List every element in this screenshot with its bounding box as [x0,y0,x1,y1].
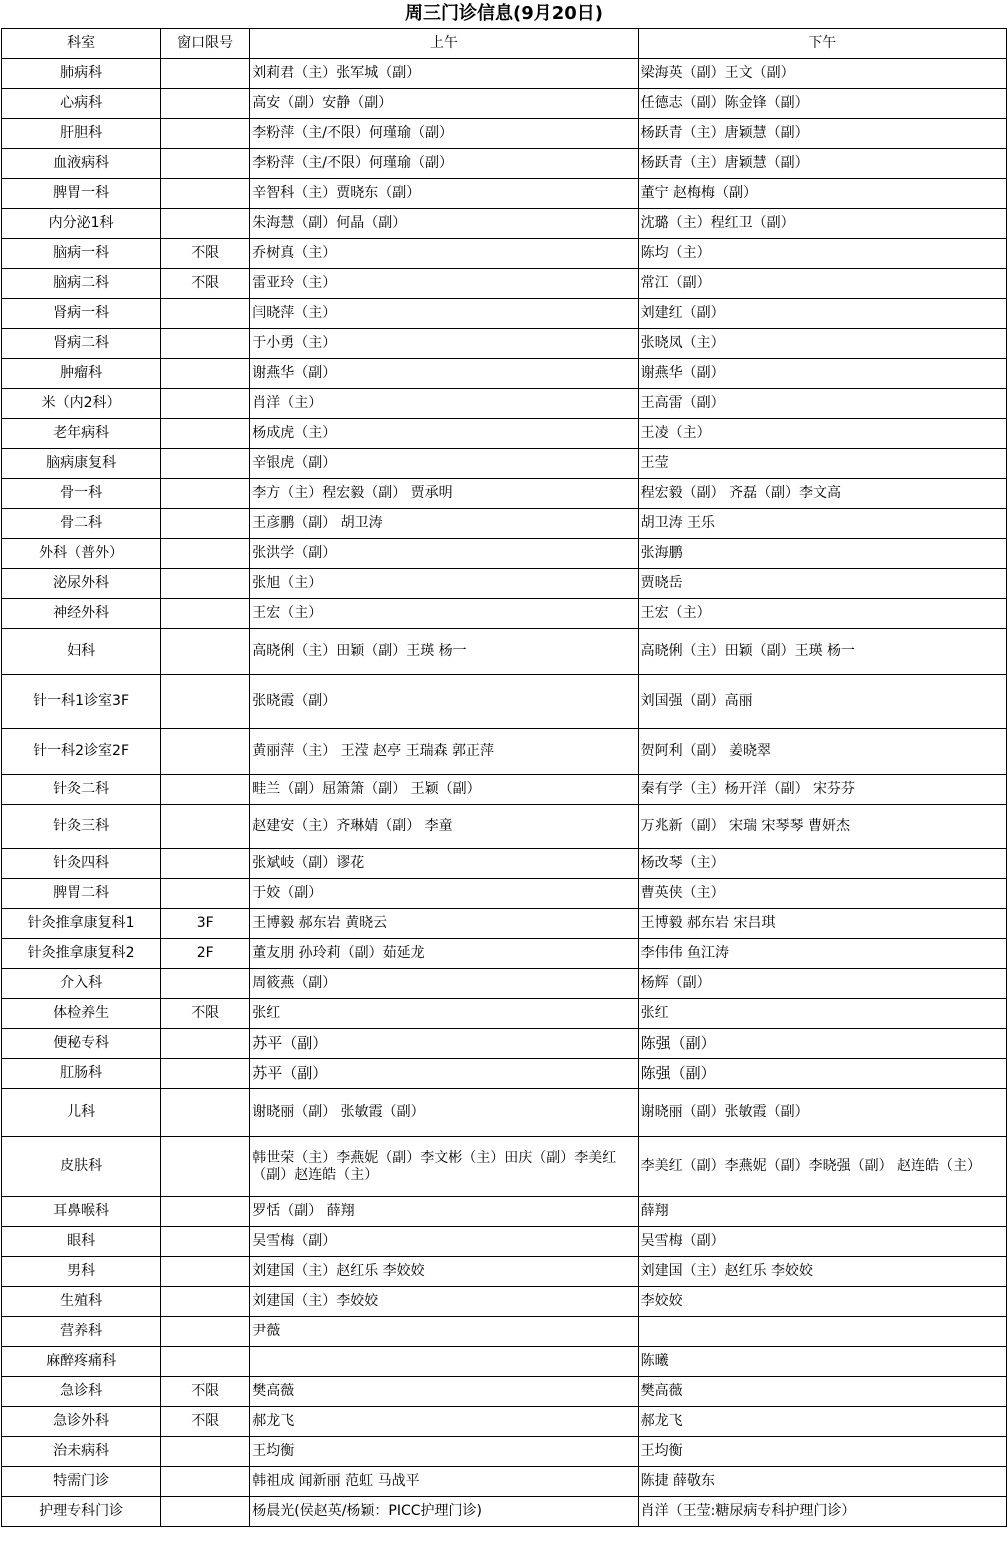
pm-cell: 李姣姣 [638,1287,1006,1317]
limit-cell [161,879,250,909]
limit-cell [161,359,250,389]
dept-cell: 内分泌1科 [2,209,161,239]
pm-cell: 杨跃青（主）唐颖慧（副） [638,149,1006,179]
pm-cell: 郝龙飞 [638,1407,1006,1437]
dept-cell: 便秘专科 [2,1029,161,1059]
am-cell: 苏平（副） [250,1029,638,1059]
limit-cell [161,599,250,629]
am-cell: 韩世荣（主）李燕妮（副）李文彬（主）田庆（副）李美红（副）赵连皓（主） [250,1137,638,1197]
dept-cell: 针一科1诊室3F [2,675,161,729]
pm-cell: 王均衡 [638,1437,1006,1467]
am-cell: 樊高薇 [250,1377,638,1407]
header-row [2,29,1007,59]
limit-cell [161,539,250,569]
dept-cell: 肛肠科 [2,1059,161,1089]
table-row [2,1377,1007,1407]
limit-cell [161,329,250,359]
am-cell: 辛智科（主）贾晓东（副） [250,179,638,209]
pm-cell: 胡卫涛 王乐 [638,509,1006,539]
limit-cell [161,1257,250,1287]
pm-cell: 王凌（主） [638,419,1006,449]
limit-cell [161,389,250,419]
table-row [2,299,1007,329]
limit-cell [161,89,250,119]
header-am: 上午 [250,29,638,59]
am-cell: 张旭（主） [250,569,638,599]
limit-cell [161,805,250,849]
dept-cell: 脾胃二科 [2,879,161,909]
limit-cell [161,1089,250,1137]
am-cell: 杨晨光(侯赵英/杨颖：PICC护理门诊) [250,1497,638,1527]
limit-cell: 不限 [161,1407,250,1437]
pm-cell: 樊高薇 [638,1377,1006,1407]
table-row [2,849,1007,879]
limit-cell [161,1287,250,1317]
table-row [2,805,1007,849]
pm-cell: 杨改琴（主） [638,849,1006,879]
table-row [2,1317,1007,1347]
table-row [2,329,1007,359]
am-cell: 张洪学（副） [250,539,638,569]
limit-cell [161,179,250,209]
dept-cell: 脑病一科 [2,239,161,269]
table-row [2,1407,1007,1437]
am-cell: 李粉萍（主/不限）何瑾瑜（副） [250,119,638,149]
header-dept: 科室 [2,29,161,59]
table-row [2,599,1007,629]
am-cell: 董友朋 孙玲莉（副）茹延龙 [250,939,638,969]
table-row [2,1467,1007,1497]
am-cell: 乔树真（主） [250,239,638,269]
table-row [2,359,1007,389]
dept-cell: 肾病一科 [2,299,161,329]
am-cell: 高安（副）安静（副） [250,89,638,119]
schedule-table [1,28,1007,1527]
dept-cell: 肿瘤科 [2,359,161,389]
limit-cell [161,1197,250,1227]
pm-cell: 刘建国（主）赵红乐 李姣姣 [638,1257,1006,1287]
am-cell: 王均衡 [250,1437,638,1467]
am-cell: 朱海慧（副）何晶（副） [250,209,638,239]
limit-cell [161,299,250,329]
table-row [2,569,1007,599]
table-row [2,179,1007,209]
pm-cell: 高晓俐（主）田颖（副）王瑛 杨一 [638,629,1006,675]
pm-cell: 董宁 赵梅梅（副） [638,179,1006,209]
am-cell [250,1347,638,1377]
limit-cell [161,775,250,805]
limit-cell [161,1467,250,1497]
limit-cell [161,1059,250,1089]
table-row [2,629,1007,675]
am-cell: 周筱燕（副） [250,969,638,999]
schedule-sheet [1,0,1007,1527]
limit-cell: 3F [161,909,250,939]
limit-cell [161,969,250,999]
pm-cell: 陈捷 薛敬东 [638,1467,1006,1497]
dept-cell: 儿科 [2,1089,161,1137]
am-cell: 畦兰（副）屈箫箫（副） 王颖（副） [250,775,638,805]
table-row [2,1347,1007,1377]
dept-cell: 骨二科 [2,509,161,539]
am-cell: 肖洋（主） [250,389,638,419]
pm-cell: 谢燕华（副） [638,359,1006,389]
table-row [2,1089,1007,1137]
table-row [2,1497,1007,1527]
am-cell: 于姣（副） [250,879,638,909]
am-cell: 王彦鹏（副） 胡卫涛 [250,509,638,539]
limit-cell [161,209,250,239]
pm-cell: 贺阿利（副） 姜晓翠 [638,729,1006,775]
am-cell: 张红 [250,999,638,1029]
pm-cell: 陈强（副） [638,1029,1006,1059]
am-cell: 李方（主）程宏毅（副） 贾承明 [250,479,638,509]
pm-cell: 谢晓丽（副）张敏霞（副） [638,1089,1006,1137]
pm-cell: 王宏（主） [638,599,1006,629]
dept-cell: 针灸二科 [2,775,161,805]
dept-cell: 男科 [2,1257,161,1287]
limit-cell [161,729,250,775]
dept-cell: 肾病二科 [2,329,161,359]
table-row [2,269,1007,299]
table-row [2,1137,1007,1197]
am-cell: 郝龙飞 [250,1407,638,1437]
limit-cell [161,1227,250,1257]
am-cell: 刘莉君（主）张军城（副） [250,59,638,89]
table-row [2,419,1007,449]
am-cell: 黄丽萍（主） 王滢 赵亭 王瑞森 郭正萍 [250,729,638,775]
dept-cell: 针灸四科 [2,849,161,879]
am-cell: 吴雪梅（副） [250,1227,638,1257]
dept-cell: 眼科 [2,1227,161,1257]
am-cell: 李粉萍（主/不限）何瑾瑜（副） [250,149,638,179]
dept-cell: 麻醉疼痛科 [2,1347,161,1377]
limit-cell [161,449,250,479]
table-row [2,149,1007,179]
table-row [2,1029,1007,1059]
pm-cell: 常江（副） [638,269,1006,299]
header-pm: 下午 [638,29,1006,59]
table-row [2,1287,1007,1317]
limit-cell [161,419,250,449]
pm-cell: 万兆新（副） 宋瑞 宋琴琴 曹妍杰 [638,805,1006,849]
dept-cell: 急诊科 [2,1377,161,1407]
am-cell: 刘建国（主）李姣姣 [250,1287,638,1317]
dept-cell: 急诊外科 [2,1407,161,1437]
table-row [2,539,1007,569]
limit-cell [161,1497,250,1527]
dept-cell: 妇科 [2,629,161,675]
am-cell: 刘建国（主）赵红乐 李姣姣 [250,1257,638,1287]
header-limit: 窗口限号 [161,29,250,59]
pm-cell: 任德志（副）陈金锋（副） [638,89,1006,119]
pm-cell: 张海鹏 [638,539,1006,569]
pm-cell: 李伟伟 鱼江涛 [638,939,1006,969]
limit-cell: 不限 [161,999,250,1029]
pm-cell: 王博毅 郝东岩 宋吕琪 [638,909,1006,939]
table-row [2,239,1007,269]
dept-cell: 针灸推拿康复科2 [2,939,161,969]
table-row [2,1437,1007,1467]
table-row [2,59,1007,89]
dept-cell: 护理专科门诊 [2,1497,161,1527]
limit-cell: 不限 [161,269,250,299]
pm-cell: 刘建红（副） [638,299,1006,329]
pm-cell: 曹英侠（主） [638,879,1006,909]
pm-cell: 贾晓岳 [638,569,1006,599]
schedule-rows [2,59,1007,1527]
am-cell: 苏平（副） [250,1059,638,1089]
dept-cell: 针灸三科 [2,805,161,849]
dept-cell: 皮肤科 [2,1137,161,1197]
limit-cell: 2F [161,939,250,969]
limit-cell [161,849,250,879]
dept-cell: 肺病科 [2,59,161,89]
dept-cell: 脑病二科 [2,269,161,299]
table-row [2,909,1007,939]
dept-cell: 治未病科 [2,1437,161,1467]
am-cell: 于小勇（主） [250,329,638,359]
dept-cell: 米（内2科） [2,389,161,419]
dept-cell: 泌尿外科 [2,569,161,599]
dept-cell: 体检养生 [2,999,161,1029]
pm-cell: 杨辉（副） [638,969,1006,999]
limit-cell [161,1347,250,1377]
table-row [2,939,1007,969]
table-row [2,89,1007,119]
am-cell: 王宏（主） [250,599,638,629]
table-row [2,969,1007,999]
limit-cell [161,479,250,509]
am-cell: 谢晓丽（副） 张敏霞（副） [250,1089,638,1137]
pm-cell: 杨跃青（主）唐颖慧（副） [638,119,1006,149]
pm-cell [638,1317,1006,1347]
pm-cell: 薛翔 [638,1197,1006,1227]
table-row [2,1197,1007,1227]
limit-cell [161,1029,250,1059]
page-title: 周三门诊信息(9月20日) [404,3,604,24]
pm-cell: 梁海英（副）王文（副） [638,59,1006,89]
am-cell: 闫晓萍（主） [250,299,638,329]
pm-cell: 吴雪梅（副） [638,1227,1006,1257]
dept-cell: 骨一科 [2,479,161,509]
limit-cell [161,59,250,89]
pm-cell: 沈璐（主）程红卫（副） [638,209,1006,239]
dept-cell: 介入科 [2,969,161,999]
table-row [2,1227,1007,1257]
dept-cell: 针灸推拿康复科1 [2,909,161,939]
pm-cell: 王莹 [638,449,1006,479]
am-cell: 雷亚玲（主） [250,269,638,299]
limit-cell [161,629,250,675]
limit-cell [161,119,250,149]
dept-cell: 心病科 [2,89,161,119]
am-cell: 王博毅 郝东岩 黄晓云 [250,909,638,939]
am-cell: 张晓霞（副） [250,675,638,729]
pm-cell: 王高雷（副） [638,389,1006,419]
dept-cell: 血液病科 [2,149,161,179]
am-cell: 高晓俐（主）田颖（副）王瑛 杨一 [250,629,638,675]
pm-cell: 张晓凤（主） [638,329,1006,359]
am-cell: 尹薇 [250,1317,638,1347]
table-row [2,1257,1007,1287]
pm-cell: 程宏毅（副） 齐磊（副）李文高 [638,479,1006,509]
pm-cell: 秦有学（主）杨开洋（副） 宋芬芬 [638,775,1006,805]
dept-cell: 生殖科 [2,1287,161,1317]
table-row [2,119,1007,149]
am-cell: 杨成虎（主） [250,419,638,449]
dept-cell: 营养科 [2,1317,161,1347]
limit-cell [161,1317,250,1347]
table-row [2,209,1007,239]
limit-cell [161,1137,250,1197]
table-row [2,479,1007,509]
table-row [2,999,1007,1029]
dept-cell: 特需门诊 [2,1467,161,1497]
table-row [2,389,1007,419]
pm-cell: 李美红（副）李燕妮（副）李晓强（副） 赵连皓（主） [638,1137,1006,1197]
limit-cell: 不限 [161,1377,250,1407]
table-row [2,879,1007,909]
dept-cell: 脑病康复科 [2,449,161,479]
table-row [2,449,1007,479]
limit-cell [161,675,250,729]
table-row [2,675,1007,729]
dept-cell: 神经外科 [2,599,161,629]
pm-cell: 陈曦 [638,1347,1006,1377]
limit-cell [161,1437,250,1467]
limit-cell [161,149,250,179]
dept-cell: 老年病科 [2,419,161,449]
dept-cell: 肝胆科 [2,119,161,149]
table-row [2,729,1007,775]
pm-cell: 张红 [638,999,1006,1029]
table-row [2,1059,1007,1089]
am-cell: 辛银虎（副） [250,449,638,479]
dept-cell: 外科（普外） [2,539,161,569]
limit-cell [161,569,250,599]
limit-cell: 不限 [161,239,250,269]
limit-cell [161,509,250,539]
am-cell: 赵建安（主）齐琳婧（副） 李童 [250,805,638,849]
am-cell: 韩祖成 闻新丽 范虹 马战平 [250,1467,638,1497]
pm-cell: 刘国强（副）高丽 [638,675,1006,729]
table-row [2,509,1007,539]
dept-cell: 针一科2诊室2F [2,729,161,775]
am-cell: 罗恬（副） 薛翔 [250,1197,638,1227]
pm-cell: 陈强（副） [638,1059,1006,1089]
table-row [2,775,1007,805]
am-cell: 张斌岐（副）谬花 [250,849,638,879]
am-cell: 谢燕华（副） [250,359,638,389]
pm-cell: 陈均（主） [638,239,1006,269]
dept-cell: 脾胃一科 [2,179,161,209]
dept-cell: 耳鼻喉科 [2,1197,161,1227]
pm-cell: 肖洋（王莹:糖尿病专科护理门诊） [638,1497,1006,1527]
